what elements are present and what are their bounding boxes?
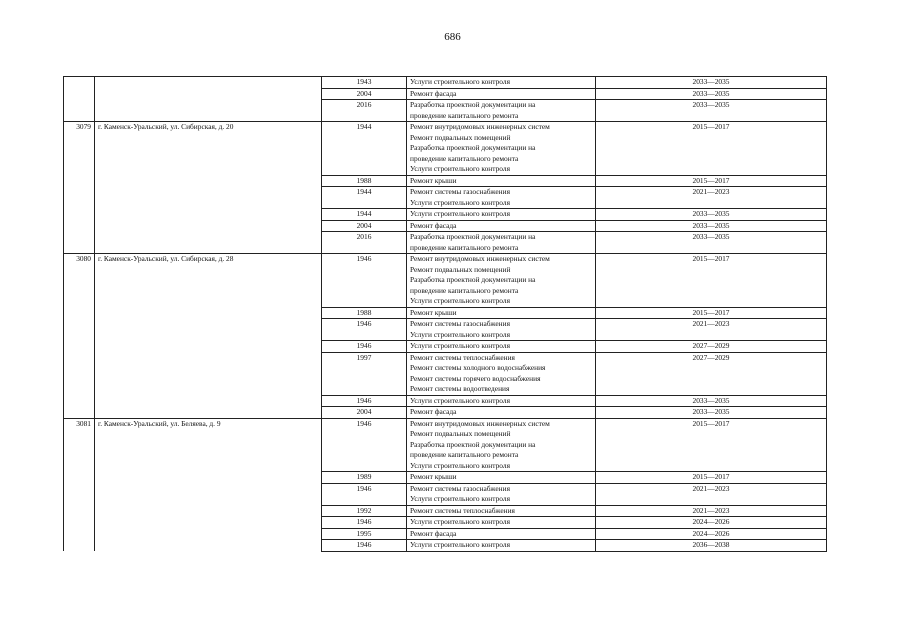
period-cell: 2021—2023 bbox=[596, 483, 827, 505]
period-cell: 2021—2023 bbox=[596, 187, 827, 209]
work-type-line: проведение капитального ремонта bbox=[410, 110, 519, 120]
object-number-cell bbox=[64, 540, 95, 552]
period-cell: 2033—2035 bbox=[596, 407, 827, 419]
year-cell: 1946 bbox=[322, 395, 407, 407]
work-type-line: Ремонт подвальных помещений bbox=[410, 429, 511, 438]
capital-repair-table bbox=[63, 76, 827, 552]
table-row bbox=[64, 122, 827, 176]
work-type-cell bbox=[407, 88, 596, 100]
table-row bbox=[64, 187, 827, 209]
work-type-line: проведение капитального ремонта bbox=[410, 450, 519, 459]
work-type-line: Ремонт подвальных помещений bbox=[410, 132, 511, 142]
year-cell: 1946 bbox=[322, 540, 407, 552]
work-type-cell bbox=[407, 209, 596, 221]
period-cell: 2033—2035 bbox=[596, 395, 827, 407]
work-type-cell bbox=[407, 395, 596, 407]
work-type-line: Ремонт внутридомовых инженерных систем bbox=[410, 122, 550, 131]
table-row bbox=[64, 395, 827, 407]
work-type-line: проведение капитального ремонта bbox=[410, 285, 519, 295]
table-row bbox=[64, 472, 827, 484]
work-type-line: Услуги строительного контроля bbox=[410, 77, 510, 86]
work-type-line: Ремонт системы газоснабжения bbox=[410, 483, 510, 493]
object-address-cell bbox=[95, 517, 322, 529]
work-type-line: Услуги строительного контроля bbox=[410, 460, 510, 470]
table-row bbox=[64, 352, 827, 395]
year-cell: 1944 bbox=[322, 122, 407, 176]
work-type-cell bbox=[407, 528, 596, 540]
year-cell: 1944 bbox=[322, 187, 407, 209]
object-address-cell bbox=[95, 483, 322, 505]
table-row bbox=[64, 254, 827, 308]
object-number-cell bbox=[64, 100, 95, 122]
work-type-line: Разработка проектной документации на bbox=[410, 439, 536, 449]
object-number-cell bbox=[64, 307, 95, 319]
object-number-cell bbox=[64, 220, 95, 232]
object-number-cell bbox=[64, 505, 95, 517]
object-address-cell: г. Каменск-Уральский, ул. Сибирская, д. 28 bbox=[95, 254, 322, 308]
year-cell: 1946 bbox=[322, 254, 407, 308]
period-cell: 2015—2017 bbox=[596, 307, 827, 319]
work-type-cell bbox=[407, 505, 596, 517]
work-type-line: Услуги строительного контроля bbox=[410, 540, 510, 549]
object-number-cell bbox=[64, 232, 95, 254]
work-type-cell bbox=[407, 540, 596, 552]
work-type-line: Ремонт фасада bbox=[410, 88, 457, 98]
object-number-cell bbox=[64, 341, 95, 353]
object-address-cell bbox=[95, 341, 322, 353]
work-type-line: Ремонт крыши bbox=[410, 472, 457, 481]
work-type-line: Ремонт внутридомовых инженерных систем bbox=[410, 254, 550, 263]
table-row bbox=[64, 517, 827, 529]
year-cell: 1946 bbox=[322, 319, 407, 341]
work-type-cell bbox=[407, 122, 596, 176]
period-cell: 2033—2035 bbox=[596, 209, 827, 221]
table-row bbox=[64, 77, 827, 89]
table-row bbox=[64, 220, 827, 232]
work-type-line: Ремонт системы газоснабжения bbox=[410, 187, 510, 196]
work-type-line: проведение капитального ремонта bbox=[410, 153, 519, 163]
work-type-line: Услуги строительного контроля bbox=[410, 517, 510, 526]
year-cell: 1944 bbox=[322, 209, 407, 221]
work-type-line: Ремонт системы теплоснабжения bbox=[410, 352, 515, 362]
year-cell: 2004 bbox=[322, 407, 407, 419]
table-row bbox=[64, 307, 827, 319]
object-address-cell bbox=[95, 407, 322, 419]
period-cell: 2033—2035 bbox=[596, 88, 827, 100]
period-cell: 2024—2026 bbox=[596, 517, 827, 529]
object-number-cell: 3079 bbox=[64, 122, 95, 176]
object-number-cell bbox=[64, 187, 95, 209]
year-cell: 1943 bbox=[322, 77, 407, 89]
object-address-cell bbox=[95, 472, 322, 484]
year-cell: 1946 bbox=[322, 483, 407, 505]
object-number-cell bbox=[64, 407, 95, 419]
object-number-cell: 3080 bbox=[64, 254, 95, 308]
work-type-line: проведение капитального ремонта bbox=[410, 242, 519, 252]
work-type-cell bbox=[407, 341, 596, 353]
table-row bbox=[64, 319, 827, 341]
year-cell: 2004 bbox=[322, 220, 407, 232]
work-type-line: Разработка проектной документации на bbox=[410, 232, 536, 241]
work-type-line: Ремонт системы холодного водоснабжения bbox=[410, 363, 546, 372]
object-address-cell bbox=[95, 505, 322, 517]
work-type-line: Услуги строительного контроля bbox=[410, 395, 510, 405]
work-type-cell bbox=[407, 407, 596, 419]
period-cell: 2036—2038 bbox=[596, 540, 827, 552]
object-number-cell bbox=[64, 319, 95, 341]
table-row bbox=[64, 209, 827, 221]
work-type-cell bbox=[407, 352, 596, 395]
year-cell: 2004 bbox=[322, 88, 407, 100]
period-cell: 2033—2035 bbox=[596, 77, 827, 89]
table-row bbox=[64, 175, 827, 187]
work-type-cell bbox=[407, 483, 596, 505]
work-type-cell bbox=[407, 418, 596, 472]
object-address-cell bbox=[95, 395, 322, 407]
object-number-cell bbox=[64, 77, 95, 89]
period-cell: 2015—2017 bbox=[596, 418, 827, 472]
object-address-cell bbox=[95, 352, 322, 395]
year-cell: 1989 bbox=[322, 472, 407, 484]
work-type-cell bbox=[407, 100, 596, 122]
work-type-line: Разработка проектной документации на bbox=[410, 275, 536, 284]
year-cell: 1946 bbox=[322, 517, 407, 529]
work-type-cell bbox=[407, 232, 596, 254]
object-number-cell bbox=[64, 175, 95, 187]
year-cell: 2016 bbox=[322, 232, 407, 254]
work-type-line: Услуги строительного контроля bbox=[410, 197, 510, 207]
work-type-line: Услуги строительного контроля bbox=[410, 341, 510, 350]
object-number-cell bbox=[64, 472, 95, 484]
work-type-line: Ремонт крыши bbox=[410, 307, 457, 317]
work-type-line: Ремонт подвальных помещений bbox=[410, 264, 511, 274]
object-number-cell bbox=[64, 517, 95, 529]
work-type-line: Разработка проектной документации на bbox=[410, 143, 536, 152]
year-cell: 1946 bbox=[322, 341, 407, 353]
period-cell: 2015—2017 bbox=[596, 472, 827, 484]
year-cell: 1995 bbox=[322, 528, 407, 540]
work-type-line: Услуги строительного контроля bbox=[410, 164, 510, 173]
table-row bbox=[64, 540, 827, 552]
table-row bbox=[64, 341, 827, 353]
object-number-cell: 3081 bbox=[64, 418, 95, 472]
object-address-cell bbox=[95, 307, 322, 319]
period-cell: 2021—2023 bbox=[596, 319, 827, 341]
work-type-line: Услуги строительного контроля bbox=[410, 209, 510, 218]
work-type-cell bbox=[407, 472, 596, 484]
period-cell: 2021—2023 bbox=[596, 505, 827, 517]
period-cell: 2015—2017 bbox=[596, 122, 827, 176]
table-row bbox=[64, 88, 827, 100]
year-cell: 1988 bbox=[322, 307, 407, 319]
object-address-cell bbox=[95, 175, 322, 187]
work-type-line: Ремонт фасада bbox=[410, 528, 457, 538]
object-address-cell bbox=[95, 209, 322, 221]
work-type-line: Ремонт системы газоснабжения bbox=[410, 319, 510, 328]
table-row bbox=[64, 418, 827, 472]
object-number-cell bbox=[64, 209, 95, 221]
work-type-cell bbox=[407, 517, 596, 529]
table-body bbox=[64, 77, 827, 552]
year-cell: 1946 bbox=[322, 418, 407, 472]
table-row bbox=[64, 483, 827, 505]
object-address-cell bbox=[95, 77, 322, 89]
work-type-line: Услуги строительного контроля bbox=[410, 494, 510, 503]
table-row bbox=[64, 100, 827, 122]
table-row bbox=[64, 407, 827, 419]
object-number-cell bbox=[64, 528, 95, 540]
object-number-cell bbox=[64, 352, 95, 395]
object-number-cell bbox=[64, 395, 95, 407]
object-address-cell bbox=[95, 100, 322, 122]
work-type-line: Услуги строительного контроля bbox=[410, 329, 510, 339]
work-type-cell bbox=[407, 187, 596, 209]
period-cell: 2033—2035 bbox=[596, 220, 827, 232]
object-address-cell: г. Каменск-Уральский, ул. Сибирская, д. 20 bbox=[95, 122, 322, 176]
work-type-cell bbox=[407, 175, 596, 187]
work-type-line: Ремонт системы горячего водоснабжения bbox=[410, 373, 541, 383]
work-type-line: Ремонт фасада bbox=[410, 407, 457, 416]
work-type-line: Ремонт фасада bbox=[410, 220, 457, 230]
year-cell: 1988 bbox=[322, 175, 407, 187]
work-type-line: Разработка проектной документации на bbox=[410, 100, 536, 109]
object-address-cell bbox=[95, 528, 322, 540]
object-address-cell bbox=[95, 232, 322, 254]
object-number-cell bbox=[64, 483, 95, 505]
object-address-cell bbox=[95, 540, 322, 552]
object-address-cell bbox=[95, 220, 322, 232]
page-number: 686 bbox=[444, 31, 461, 43]
year-cell: 1992 bbox=[322, 505, 407, 517]
work-type-cell bbox=[407, 77, 596, 89]
year-cell: 2016 bbox=[322, 100, 407, 122]
period-cell: 2027—2029 bbox=[596, 341, 827, 353]
work-type-cell bbox=[407, 307, 596, 319]
object-number-cell bbox=[64, 88, 95, 100]
work-type-cell bbox=[407, 220, 596, 232]
work-type-line: Ремонт внутридомовых инженерных систем bbox=[410, 418, 550, 428]
period-cell: 2015—2017 bbox=[596, 175, 827, 187]
period-cell: 2027—2029 bbox=[596, 352, 827, 395]
period-cell: 2015—2017 bbox=[596, 254, 827, 308]
object-address-cell bbox=[95, 319, 322, 341]
year-cell: 1997 bbox=[322, 352, 407, 395]
work-type-line: Услуги строительного контроля bbox=[410, 296, 510, 305]
work-type-line: Ремонт крыши bbox=[410, 175, 457, 185]
object-address-cell: г. Каменск-Уральский, ул. Беляева, д. 9 bbox=[95, 418, 322, 472]
work-type-cell bbox=[407, 254, 596, 308]
work-type-line: Ремонт системы теплоснабжения bbox=[410, 505, 515, 515]
work-type-line: Ремонт системы водоотведения bbox=[410, 384, 510, 393]
period-cell: 2033—2035 bbox=[596, 232, 827, 254]
object-address-cell bbox=[95, 88, 322, 100]
table-row bbox=[64, 232, 827, 254]
table-row bbox=[64, 528, 827, 540]
period-cell: 2024—2026 bbox=[596, 528, 827, 540]
table-row bbox=[64, 505, 827, 517]
object-address-cell bbox=[95, 187, 322, 209]
period-cell: 2033—2035 bbox=[596, 100, 827, 122]
work-type-cell bbox=[407, 319, 596, 341]
